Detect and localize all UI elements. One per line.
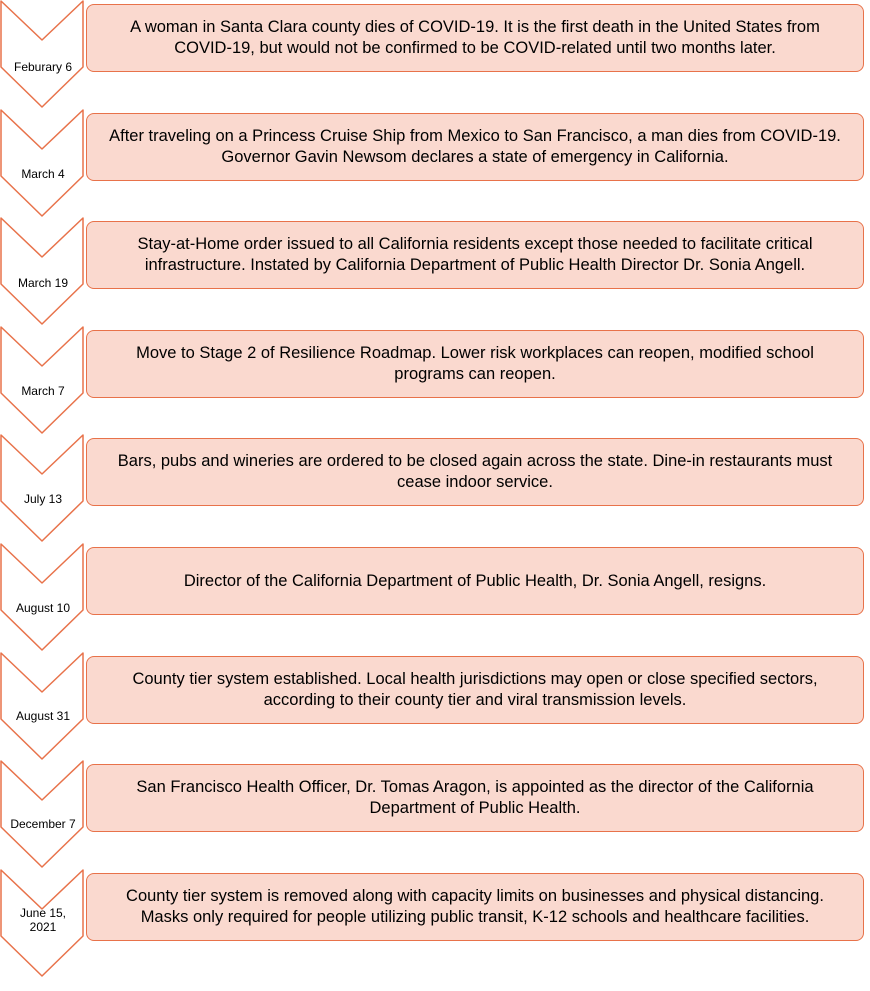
chevron-shape <box>1 1 83 107</box>
event-date: March 19 <box>17 276 69 290</box>
event-box <box>86 330 864 398</box>
chevron-shape <box>1 653 83 759</box>
event-date: June 15, 2021 <box>19 906 67 934</box>
event-description: Director of the California Department of Public Health, Dr. Sonia Angell, resigns. <box>183 571 767 590</box>
timeline-row <box>0 543 870 651</box>
chevron-shape <box>1 544 83 650</box>
chevron-marker <box>0 543 90 651</box>
chevron-marker <box>0 760 90 868</box>
event-description: San Francisco Health Officer, Dr. Tomas Aragon, is appointed as the director of the California Department of Public Health. <box>136 778 814 817</box>
event-date: March 4 <box>21 167 65 181</box>
timeline-row <box>0 217 870 325</box>
event-box <box>86 873 864 941</box>
event-box <box>86 656 864 724</box>
chevron-shape <box>1 110 83 216</box>
event-box <box>86 764 864 832</box>
event-date: August 10 <box>15 601 71 615</box>
chevron-shape <box>1 435 83 541</box>
event-box <box>86 113 864 181</box>
event-date: Feburary 6 <box>13 60 73 74</box>
event-description: Stay-at-Home order issued to all California residents except those needed to facilitate critical infrastructure. Instated by California Department of Public Health Director Dr. Sonia Angell. <box>137 235 813 274</box>
timeline-row <box>0 652 870 760</box>
event-box <box>86 221 864 289</box>
chevron-marker <box>0 652 90 760</box>
event-box <box>86 438 864 506</box>
event-box <box>86 4 864 72</box>
chevron-marker <box>0 326 90 434</box>
chevron-marker <box>0 434 90 542</box>
event-description: A woman in Santa Clara county dies of COVID-19. It is the first death in the United States from COVID-19, but would not be confirmed to be COVID-related until two months later. <box>130 18 820 57</box>
chevron-shape <box>1 218 83 324</box>
event-description: After traveling on a Princess Cruise Ship from Mexico to San Francisco, a man dies from COVID-19. Governor Gavin Newsom declares a state of emergency in California. <box>109 127 841 166</box>
timeline-row <box>0 869 870 977</box>
event-description: Bars, pubs and wineries are ordered to be closed again across the state. Dine-in restaurants must cease indoor service. <box>117 452 833 491</box>
event-date: March 7 <box>21 384 65 398</box>
event-description: County tier system is removed along with capacity limits on businesses and physical distancing. Masks only required for people utilizing public transit, K-12 schools and healthcare facilities. <box>126 887 824 926</box>
chevron-marker <box>0 109 90 217</box>
chevron-shape <box>1 327 83 433</box>
timeline-row <box>0 0 870 108</box>
timeline-row <box>0 109 870 217</box>
event-description: Move to Stage 2 of Resilience Roadmap. Lower risk workplaces can reopen, modified school programs can reopen. <box>136 344 814 383</box>
event-date: August 31 <box>15 709 71 723</box>
event-date: July 13 <box>23 492 63 506</box>
chevron-marker <box>0 217 90 325</box>
timeline-row <box>0 434 870 542</box>
event-box <box>86 547 864 615</box>
timeline-row <box>0 326 870 434</box>
timeline-row <box>0 760 870 868</box>
chevron-shape <box>1 761 83 867</box>
event-date: December 7 <box>10 817 76 831</box>
chevron-marker <box>0 0 90 108</box>
event-description: County tier system established. Local health jurisdictions may open or close specified sectors, according to their county tier and viral transmission levels. <box>132 670 818 709</box>
